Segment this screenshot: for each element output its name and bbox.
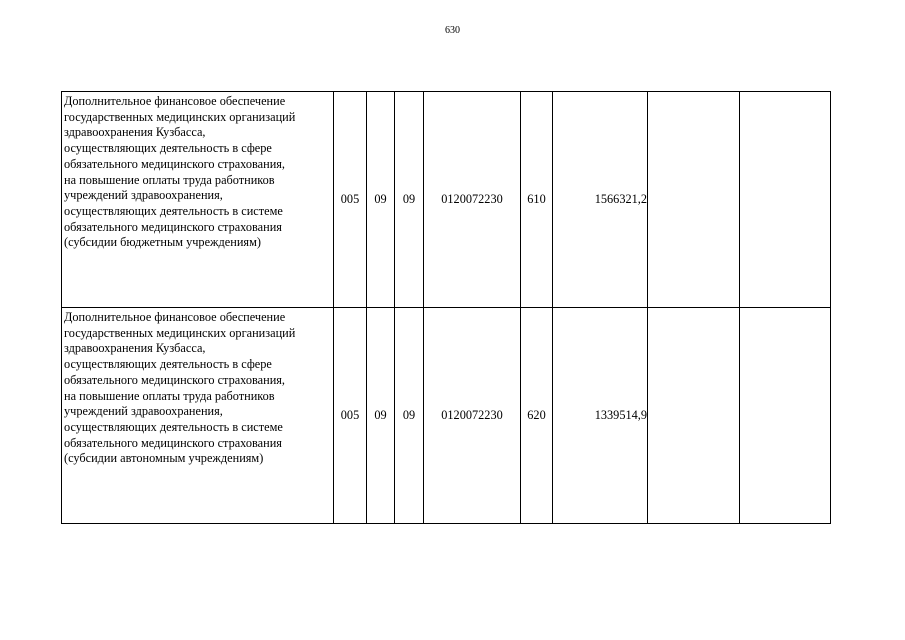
table-row — [62, 92, 831, 308]
description-line: здравоохранения Кузбасса, — [64, 125, 206, 140]
description-line: здравоохранения Кузбасса, — [64, 341, 206, 356]
description-line: осуществляющих деятельность в системе — [64, 419, 283, 434]
description-line: обязательного медицинского страхования — [64, 435, 282, 450]
description-line: учреждений здравоохранения, — [64, 404, 223, 419]
subsection-cell: 09 — [395, 308, 424, 524]
description-line: на повышение оплаты труда работников — [64, 172, 275, 187]
description-cell — [62, 308, 334, 524]
ministry-code-cell: 005 — [334, 308, 367, 524]
empty-cell — [740, 308, 831, 524]
description-line: (субсидии автономным учреждениям) — [64, 451, 264, 466]
description-line: учреждений здравоохранения, — [64, 188, 223, 203]
empty-cell — [648, 92, 740, 308]
description-line: обязательного медицинского страхования, — [64, 156, 286, 171]
description-cell — [62, 92, 334, 308]
section-cell: 09 — [367, 92, 395, 308]
ministry-code-cell: 005 — [334, 92, 367, 308]
amount-cell: 1566321,2 — [553, 92, 648, 308]
expense-type-cell: 620 — [521, 308, 553, 524]
description-line: обязательного медицинского страхования — [64, 219, 282, 234]
amount-cell: 1339514,9 — [553, 308, 648, 524]
section-cell: 09 — [367, 308, 395, 524]
description-line: (субсидии бюджетным учреждениям) — [64, 235, 261, 250]
empty-cell — [740, 92, 831, 308]
table-row — [62, 308, 831, 524]
description-line: Дополнительное финансовое обеспечение — [64, 310, 286, 324]
description-line: на повышение оплаты труда работников — [64, 388, 275, 403]
description-line: государственных медицинских организаций — [64, 325, 296, 340]
description-line: Дополнительное финансовое обеспечение — [64, 94, 286, 108]
target-article-cell: 0120072230 — [424, 308, 521, 524]
budget-table — [61, 91, 831, 524]
description-line: осуществляющих деятельность в сфере — [64, 141, 272, 156]
expense-type-cell: 610 — [521, 92, 553, 308]
target-article-cell: 0120072230 — [424, 92, 521, 308]
subsection-cell: 09 — [395, 92, 424, 308]
page-number: 630 — [445, 25, 460, 36]
empty-cell — [648, 308, 740, 524]
description-line: государственных медицинских организаций — [64, 109, 296, 124]
description-line: осуществляющих деятельность в сфере — [64, 357, 272, 372]
description-line: обязательного медицинского страхования, — [64, 372, 286, 387]
description-line: осуществляющих деятельность в системе — [64, 203, 283, 218]
